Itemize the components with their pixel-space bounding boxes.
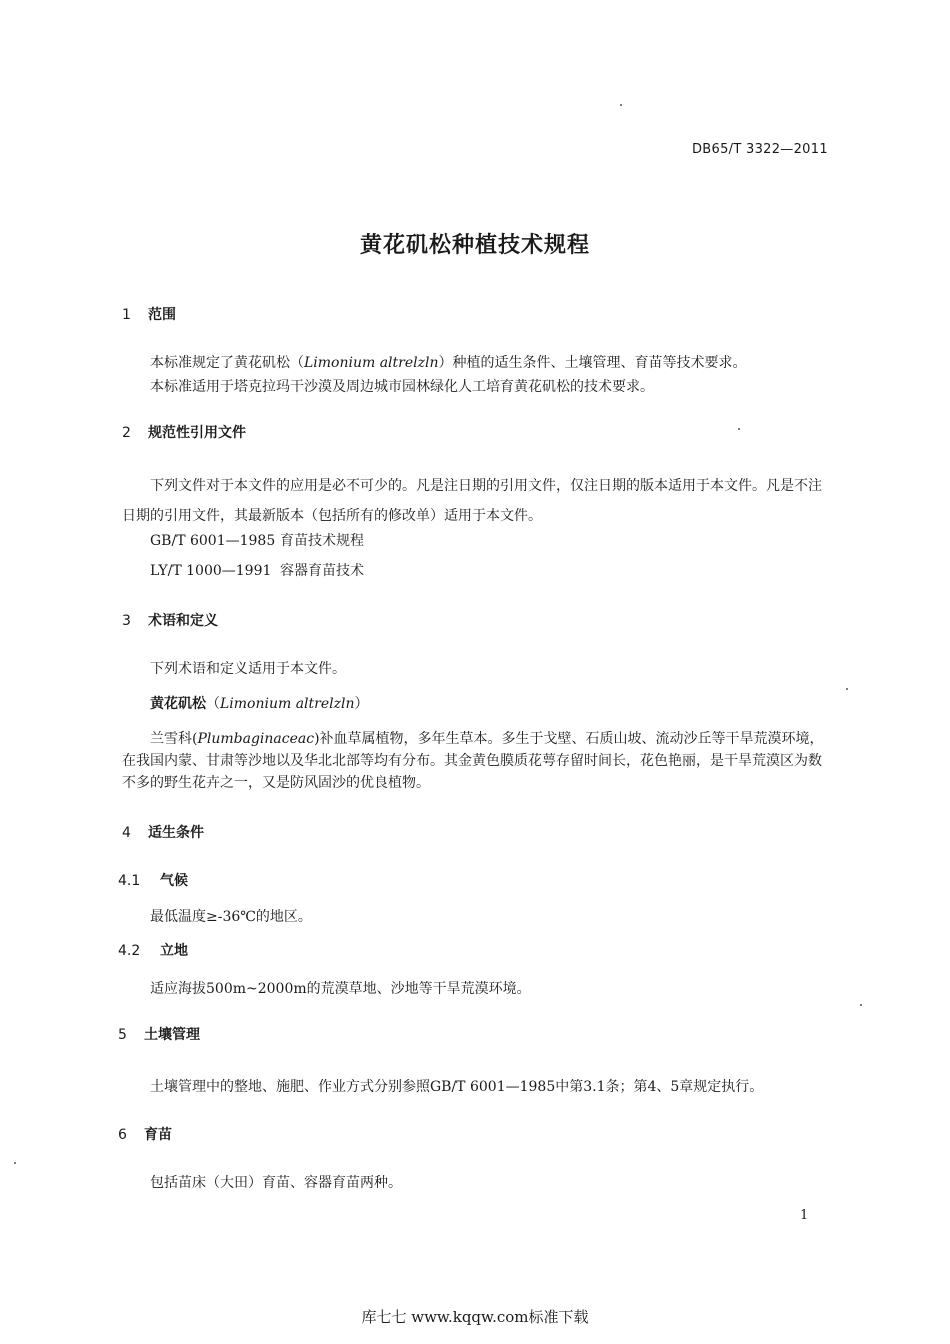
references-intro: 下列文件对于本文件的应用是必不可少的。凡是注日期的引用文件，仅注日期的版本适用于本文件。凡是不注日期的引用文件，其最新版本（包括所有的修改单）适用于本文件。 <box>122 478 822 524</box>
soil-management-text: 土壤管理中的整地、施肥、作业方式分别参照GB/T 6001—1985中第3.1条；第4、5章规定执行。 <box>150 1079 764 1095</box>
scan-speck <box>846 688 848 690</box>
reference-item <box>150 560 364 580</box>
section-title: 规范性引用文件 <box>148 425 246 441</box>
subsection-number: 4.2 <box>118 943 141 959</box>
page-title: 黄花矶松种植技术规程 <box>359 233 590 258</box>
section-title: 范围 <box>148 307 176 323</box>
footer-watermark: 库七七 www.kqqw.com标准下载 <box>361 1308 589 1326</box>
section-title: 育苗 <box>144 1127 172 1143</box>
section-6-heading <box>118 1124 172 1144</box>
scan-speck <box>620 104 622 106</box>
section-number: 1 <box>122 307 131 323</box>
section-3-heading <box>122 610 218 630</box>
terms-intro: 下列术语和定义适用于本文件。 <box>150 661 346 677</box>
reference-title: 容器育苗技术 <box>280 563 364 579</box>
subsection-4-1-heading <box>118 870 188 890</box>
section-title: 土壤管理 <box>144 1027 200 1043</box>
section-4-heading <box>122 822 204 842</box>
section-number: 3 <box>122 613 131 629</box>
section-number: 2 <box>122 425 131 441</box>
latin-name: Limonium altrelzln <box>304 355 439 371</box>
subsection-title: 气候 <box>160 873 188 889</box>
term-latin: Limonium altrelzln <box>220 696 355 712</box>
section-number: 4 <box>122 825 131 841</box>
section-1-heading <box>122 304 176 324</box>
section-number: 6 <box>118 1127 127 1143</box>
scan-speck <box>860 1004 862 1006</box>
term-definition: 兰雪科(Plumbaginaceac)补血草属植物，多年生草本。多生于戈壁、石质山坡、流动沙丘等干旱荒漠环境，在我国内蒙、甘肃等沙地以及华北北部等均有分布。其金黄色膜质花萼存留时间长，花色艳丽，是干旱荒漠区为数不多的野生花卉之一，又是防风固沙的优良植物。 <box>122 731 824 791</box>
climate-text: 最低温度≥-36℃的地区。 <box>150 909 312 925</box>
reference-item <box>150 530 364 550</box>
section-number: 5 <box>118 1027 127 1043</box>
scan-speck <box>14 1162 16 1164</box>
subsection-4-2-heading <box>118 940 188 960</box>
scan-speck <box>738 428 740 430</box>
section-5-heading <box>118 1024 200 1044</box>
section-title: 术语和定义 <box>148 613 218 629</box>
subsection-number: 4.1 <box>118 873 141 889</box>
subsection-title: 立地 <box>160 943 188 959</box>
scope-paragraph-1: 本标准规定了黄花矶松（Limonium altrelzln）种植的适生条件、土壤管理、育苗等技术要求。 <box>150 355 747 371</box>
page-number: 1 <box>800 1208 809 1223</box>
reference-code: GB/T 6001—1985 <box>150 533 276 549</box>
term-chinese: 黄花矶松 <box>150 696 206 712</box>
seedling-text: 包括苗床（大田）育苗、容器育苗两种。 <box>150 1175 402 1191</box>
latin-family-name: Plumbaginaceac <box>197 731 315 747</box>
scope-paragraph-2: 本标准适用于塔克拉玛干沙漠及周边城市园林绿化人工培育黄花矶松的技术要求。 <box>150 379 654 395</box>
site-text: 适应海拔500m~2000m的荒漠草地、沙地等干旱荒漠环境。 <box>150 981 531 997</box>
doc-code: DB65/T 3322—2011 <box>692 142 828 157</box>
term-entry: 黄花矶松（Limonium altrelzln） <box>150 696 369 712</box>
section-title: 适生条件 <box>148 825 204 841</box>
reference-title: 育苗技术规程 <box>280 533 364 549</box>
reference-code: LY/T 1000—1991 <box>150 563 272 579</box>
section-2-heading <box>122 422 246 442</box>
